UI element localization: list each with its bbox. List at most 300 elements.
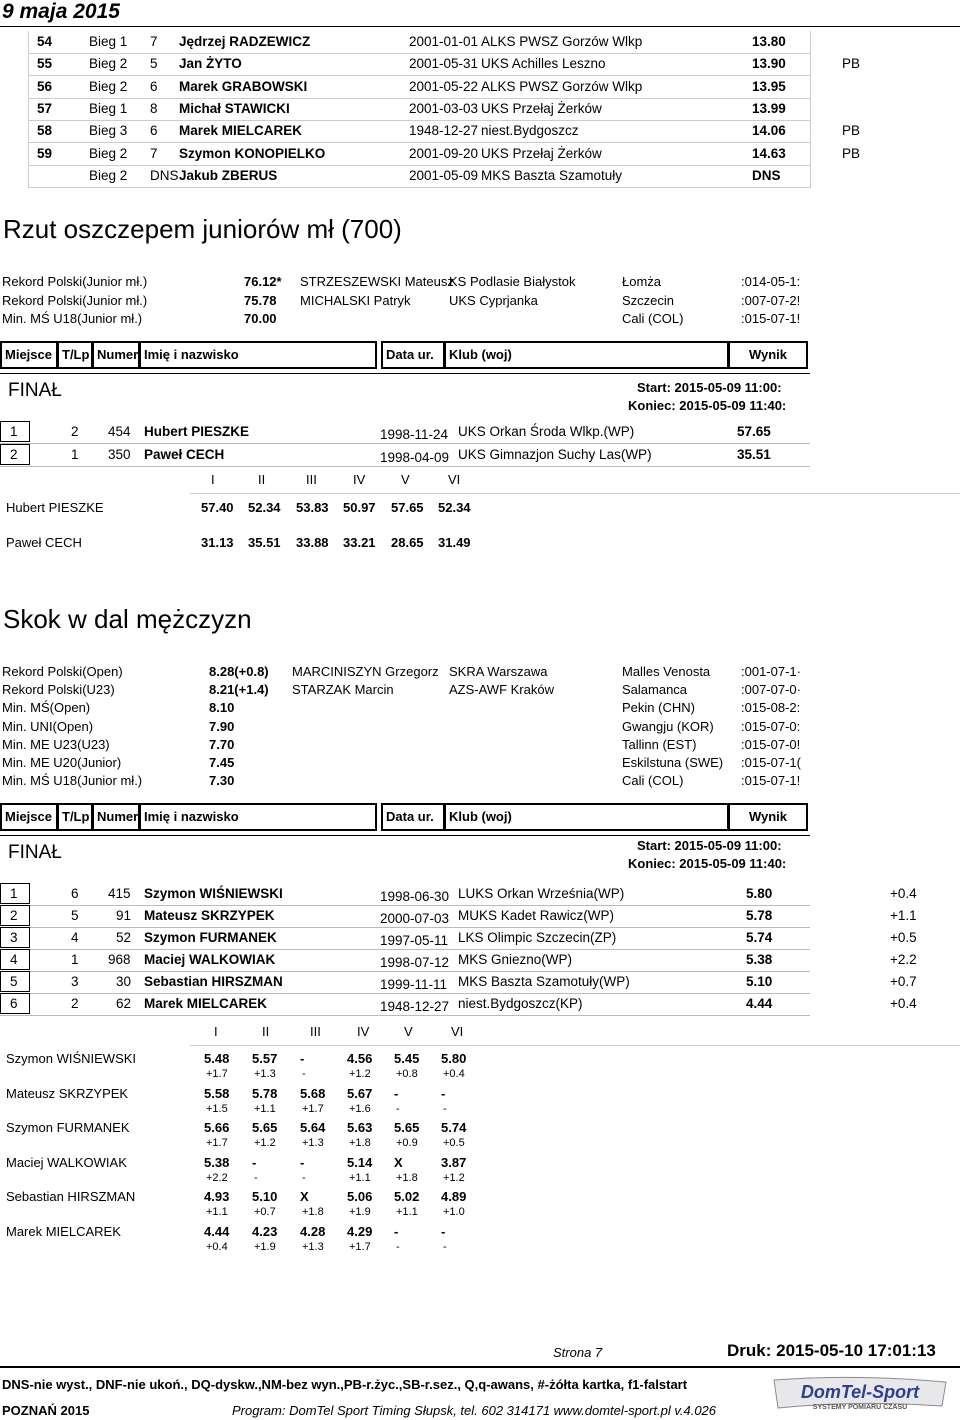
longjump-start: Start: 2015-05-09 11:00:: [637, 838, 782, 853]
cell-result: DNS: [752, 167, 781, 183]
record-row: [0, 681, 820, 699]
attempt-wind: -: [396, 1102, 400, 1115]
attempt-wind: +1.9: [349, 1206, 371, 1219]
cell-birth: 2001-05-31: [409, 56, 479, 72]
result-lp: 2: [71, 424, 79, 439]
record-place: Tallinn (EST): [622, 736, 697, 752]
attempt-value: 33.88: [296, 535, 329, 550]
record-place: Szczecin: [622, 292, 675, 308]
attempt-head: IV: [353, 472, 366, 487]
cell-run: Bieg 2: [89, 56, 128, 72]
record-value: 7.90: [209, 718, 235, 734]
record-date: :007-07-2!: [741, 292, 801, 308]
attempt-wind: +1.2: [349, 1068, 371, 1080]
cell-club: ALKS PWSZ Gorzów Wlkp: [481, 78, 643, 94]
print-timestamp: Druk: 2015-05-10 17:01:13: [727, 1341, 936, 1360]
cell-place: 59: [37, 145, 53, 161]
longjump-end: Koniec: 2015-05-09 11:40:: [628, 856, 787, 871]
result-birth: 1998-04-09: [380, 450, 450, 465]
attempt-value: 5.68: [300, 1085, 326, 1101]
cell-place: 55: [37, 56, 53, 72]
record-row: [0, 310, 820, 328]
cell-place: 54: [37, 34, 53, 49]
attempt-wind: +0.8: [396, 1068, 418, 1080]
attempt-wind: +1.1: [254, 1102, 276, 1115]
table-row: [0, 143, 960, 165]
attempt-wind: +1.7: [206, 1137, 228, 1150]
record-date: :014-05-1:: [741, 274, 801, 289]
attempt-wind: +0.4: [443, 1068, 465, 1080]
cell-place: 56: [37, 78, 53, 94]
attempt-wind: +1.7: [302, 1102, 324, 1115]
record-row: [0, 736, 820, 754]
result-value: 5.10: [746, 974, 773, 989]
attempt-value: 35.51: [248, 535, 281, 550]
header-result: Wynik: [728, 341, 808, 369]
cell-lane: 6: [150, 78, 158, 94]
footer-program: Program: DomTel Sport Timing Słupsk, tel. 602 314171 www.domtel-sport.pl v.4.026: [232, 1403, 717, 1418]
attempt-value: 5.63: [347, 1120, 373, 1136]
record-place: Gwangju (KOR): [622, 718, 714, 734]
header-name: Imię i nazwisko: [139, 803, 377, 831]
record-value: 8.21(+1.4): [209, 682, 269, 698]
attempt-wind: +1.7: [206, 1068, 228, 1080]
result-underline: [0, 1015, 810, 1016]
attempt-wind: +0.4: [206, 1241, 228, 1253]
cell-name: Marek MIELCAREK: [179, 123, 303, 139]
result-birth: 1997-05-11: [380, 933, 449, 948]
attempt-wind: +1.3: [254, 1068, 276, 1080]
result-place: 6: [10, 996, 18, 1011]
attempt-value: 28.65: [391, 535, 424, 550]
record-date: :015-07-1(: [741, 755, 801, 770]
attempt-head: II: [258, 472, 266, 487]
result-lp: 5: [71, 908, 79, 923]
result-place: 3: [10, 930, 18, 945]
javelin-start: Start: 2015-05-09 11:00:: [637, 380, 782, 395]
attempt-value: 31.49: [438, 535, 471, 550]
table-row: [0, 165, 960, 187]
attempt-head: VI: [451, 1024, 464, 1039]
result-lp: 6: [71, 886, 79, 901]
result-underline: [0, 466, 810, 467]
record-club: AZS-AWF Kraków: [449, 682, 554, 698]
cell-club: UKS Przełaj Żerków: [481, 145, 602, 161]
result-row: [0, 971, 960, 993]
record-row: [0, 718, 820, 736]
attempt-value: 4.44: [204, 1224, 230, 1239]
attempt-wind: +1.3: [302, 1137, 324, 1150]
attempt-wind: -: [443, 1241, 447, 1253]
record-label: Min. MŚ U18(Junior mł.): [2, 773, 143, 789]
result-number: 454: [108, 424, 131, 439]
cell-birth: 2001-09-20: [409, 145, 479, 161]
attempt-value: 3.87: [441, 1154, 467, 1170]
attempt-wind: +1.8: [396, 1171, 418, 1184]
cell-name: Jędrzej RADZEWICZ: [179, 34, 311, 49]
attempt-value: 5.80: [441, 1051, 467, 1066]
cell-result: 14.06: [752, 123, 786, 139]
table-row: [0, 120, 960, 142]
attempt-value: 57.65: [391, 500, 424, 515]
attempt-value: 5.48: [204, 1051, 230, 1066]
record-row: [0, 292, 820, 310]
table-left-border: [28, 31, 29, 188]
result-wind: +0.4: [890, 886, 917, 901]
attempt-wind: +1.9: [254, 1241, 276, 1253]
longjump-final-label: FINAŁ: [8, 842, 62, 863]
cell-run: Bieg 2: [89, 145, 128, 161]
attempt-value: 5.74: [441, 1120, 467, 1136]
attempt-value: 4.56: [347, 1051, 373, 1066]
attempt-wind: +0.5: [443, 1137, 465, 1150]
result-wind: +0.7: [890, 974, 917, 989]
record-club: KS Podlasie Białystok: [449, 274, 576, 289]
record-label: Min. MŚ(Open): [2, 700, 91, 716]
attempt-value: 5.67: [347, 1085, 373, 1101]
cell-note: PB: [842, 56, 861, 72]
record-date: :015-07-1!: [741, 773, 801, 789]
attempt-wind: +1.6: [349, 1102, 371, 1115]
page-date: 9 maja 2015: [2, 0, 120, 23]
attempt-value: 4.28: [300, 1224, 326, 1239]
result-place: 4: [10, 952, 18, 967]
record-value: 7.30: [209, 773, 235, 789]
result-place: 1: [10, 886, 18, 901]
result-lp: 3: [71, 974, 79, 989]
attempt-wind: +2.2: [206, 1171, 228, 1184]
cell-birth: 2001-05-09: [409, 167, 479, 183]
attempt-value: 5.66: [204, 1120, 230, 1136]
cell-name: Michał STAWICKI: [179, 100, 290, 116]
record-date: :001-07-1·: [741, 664, 801, 679]
result-lp: 4: [71, 930, 79, 945]
attempt-name: Maciej WALKOWIAK: [6, 1154, 127, 1170]
attempt-head-line: [190, 1045, 960, 1046]
result-row: [0, 421, 960, 443]
record-place: Pekin (CHN): [622, 700, 695, 716]
cell-lane: 8: [150, 100, 158, 116]
attempt-wind: +1.3: [302, 1241, 324, 1253]
result-number: 30: [116, 974, 132, 989]
attempt-wind: +1.8: [302, 1206, 324, 1219]
attempt-value: 5.10: [252, 1189, 278, 1205]
attempt-wind: -: [443, 1102, 447, 1115]
attempt-value: 5.64: [300, 1120, 326, 1136]
result-number: 350: [108, 447, 131, 462]
header-place: Miejsce: [0, 341, 58, 369]
attempt-name: Hubert PIESZKE: [6, 500, 104, 515]
attempt-value: 5.78: [252, 1085, 278, 1101]
legend-text: DNS-nie wyst., DNF-nie ukoń., DQ-dyskw.,NM-bez wyn.,PB-r.życ.,SB-r.sez., Q,q-awans, #-żółta kartka, f1-falstart: [2, 1377, 688, 1392]
cell-name: Jan ŻYTO: [179, 56, 242, 72]
cell-place: 58: [37, 123, 53, 139]
record-value: 8.28(+0.8): [209, 664, 269, 679]
attempt-value: 5.45: [394, 1051, 420, 1066]
result-value: 5.78: [746, 908, 773, 923]
record-row: [0, 663, 820, 681]
attempt-wind: +1.1: [206, 1206, 228, 1219]
logo-subtext: SYSTEMY POMIARU CZASU: [812, 1404, 908, 1411]
attempt-value: -: [441, 1224, 446, 1239]
record-club: SKRA Warszawa: [449, 664, 548, 679]
record-place: Malles Venosta: [622, 664, 711, 679]
attempt-wind: +1.7: [349, 1241, 371, 1253]
cell-note: PB: [842, 145, 861, 161]
cell-name: Szymon KONOPIELKO: [179, 145, 326, 161]
attempt-head: I: [211, 472, 215, 487]
attempt-wind: +0.7: [254, 1206, 276, 1219]
record-place: Łomża: [622, 274, 662, 289]
header-birth: Data ur.: [381, 803, 445, 831]
cell-birth: 2001-03-03: [409, 100, 479, 116]
result-wind: +0.4: [890, 996, 917, 1011]
cell-lane: 7: [150, 34, 158, 49]
header-underline: [0, 835, 810, 836]
attempt-value: 5.65: [394, 1120, 420, 1136]
record-label: Min. MŚ U18(Junior mł.): [2, 311, 143, 326]
result-place: 1: [10, 424, 18, 439]
record-value: 7.70: [209, 736, 235, 752]
table-row: [0, 98, 960, 120]
result-club: LKS Olimpic Szczecin(ZP): [458, 930, 617, 945]
attempt-head: V: [401, 472, 410, 487]
record-label: Rekord Polski(Junior mł.): [2, 292, 148, 308]
longjump-column-header: [0, 803, 820, 831]
attempt-wind: +0.9: [396, 1137, 418, 1150]
attempt-value: -: [394, 1085, 399, 1101]
result-name: Maciej WALKOWIAK: [144, 952, 276, 967]
cell-birth: 2001-05-22: [409, 78, 479, 94]
cell-club: niest.Bydgoszcz: [481, 123, 579, 139]
record-place: Eskilstuna (SWE): [622, 755, 724, 770]
result-number: 91: [116, 908, 132, 923]
attempt-value: 5.14: [347, 1154, 373, 1170]
table-row: [0, 76, 960, 98]
cell-run: Bieg 2: [89, 167, 128, 183]
record-label: Rekord Polski(U23): [2, 682, 115, 698]
attempt-head: IV: [357, 1024, 370, 1039]
cell-place: 57: [37, 100, 53, 116]
attempt-value: X: [394, 1154, 403, 1170]
cell-note: PB: [842, 123, 861, 139]
attempt-value: 31.13: [201, 535, 234, 550]
cell-lane: 6: [150, 123, 158, 139]
header-number: Numer: [92, 803, 140, 831]
attempt-wind: +1.0: [443, 1206, 465, 1219]
result-name: Paweł CECH: [144, 447, 225, 462]
cell-club: ALKS PWSZ Gorzów Wlkp: [481, 34, 643, 49]
javelin-title: Rzut oszczepem juniorów mł (700): [3, 214, 402, 244]
result-row: [0, 993, 960, 1015]
result-row: [0, 444, 960, 466]
attempt-wind: -: [302, 1068, 306, 1080]
cell-lane: 5: [150, 56, 158, 72]
result-lp: 1: [71, 447, 79, 462]
result-number: 415: [108, 886, 131, 901]
header-lp: T/Lp: [57, 341, 93, 369]
result-number: 62: [116, 996, 132, 1011]
record-label: Min. ME U20(Junior): [2, 755, 122, 770]
result-name: Szymon WIŚNIEWSKI: [144, 886, 283, 901]
domtel-logo: [772, 1376, 948, 1414]
result-birth: 1998-11-24: [380, 427, 449, 442]
attempt-value: 52.34: [438, 500, 471, 515]
cell-club: UKS Przełaj Żerków: [481, 100, 602, 116]
attempt-value: 4.29: [347, 1224, 373, 1239]
result-club: UKS Gimnazjon Suchy Las(WP): [458, 447, 652, 462]
result-birth: 1998-07-12: [380, 955, 450, 970]
attempt-value: 4.89: [441, 1189, 467, 1205]
record-place: Cali (COL): [622, 311, 684, 326]
result-lp: 2: [71, 996, 79, 1011]
record-date: :007-07-0·: [741, 682, 801, 698]
cell-lane: 7: [150, 145, 158, 161]
header-underline: [0, 373, 810, 374]
result-club: UKS Orkan Środa Wlkp.(WP): [458, 424, 635, 439]
result-place: 2: [10, 447, 18, 462]
longjump-title: Skok w dal mężczyzn: [3, 604, 252, 634]
cell-run: Bieg 1: [89, 34, 128, 49]
record-place: Cali (COL): [622, 773, 684, 789]
record-value: 7.45: [209, 755, 235, 770]
footer-city: POZNAŃ 2015: [2, 1403, 90, 1418]
record-label: Min. UNI(Open): [2, 718, 94, 734]
page-number: Strona 7: [553, 1345, 603, 1360]
attempt-value: -: [252, 1154, 257, 1170]
attempt-wind: +1.8: [349, 1137, 371, 1150]
cell-name: Marek GRABOWSKI: [179, 78, 308, 94]
attempt-head: III: [310, 1024, 321, 1039]
attempt-value: 5.57: [252, 1051, 278, 1066]
result-wind: +1.1: [890, 908, 917, 923]
result-lp: 1: [71, 952, 79, 967]
attempt-wind: +1.5: [206, 1102, 228, 1115]
javelin-end: Koniec: 2015-05-09 11:40:: [628, 398, 787, 413]
cell-run: Bieg 2: [89, 78, 128, 94]
attempt-wind: -: [396, 1241, 400, 1253]
attempt-value: 5.58: [204, 1085, 230, 1101]
header-name: Imię i nazwisko: [139, 341, 377, 369]
record-holder: MARCINISZYN Grzegorz: [292, 664, 439, 679]
attempt-value: -: [300, 1154, 305, 1170]
header-birth: Data ur.: [381, 341, 445, 369]
attempt-head-line: [190, 493, 960, 494]
result-value: 35.51: [737, 447, 771, 462]
result-place: 5: [10, 974, 18, 989]
record-row: [0, 699, 820, 717]
attempt-value: 5.65: [252, 1120, 278, 1136]
header-result: Wynik: [728, 803, 808, 831]
result-value: 57.65: [737, 424, 771, 439]
attempt-value: -: [300, 1051, 305, 1066]
footer-divider: [0, 1366, 960, 1368]
attempt-name: Marek MIELCAREK: [6, 1224, 121, 1239]
cell-result: 13.99: [752, 100, 786, 116]
attempt-wind: +1.1: [396, 1206, 418, 1219]
result-row: [0, 949, 960, 971]
record-value: 76.12*: [244, 274, 282, 289]
record-row: [0, 754, 820, 772]
cell-club: UKS Achilles Leszno: [481, 56, 606, 72]
javelin-column-header: [0, 341, 820, 369]
attempt-wind: -: [254, 1171, 258, 1184]
result-name: Szymon FURMANEK: [144, 930, 277, 945]
result-place: 2: [10, 908, 18, 923]
header-lp: T/Lp: [57, 803, 93, 831]
attempt-value: 4.93: [204, 1189, 230, 1205]
result-name: Hubert PIESZKE: [144, 424, 250, 439]
record-row: [0, 772, 820, 790]
result-name: Mateusz SKRZYPEK: [144, 908, 275, 923]
result-wind: +0.5: [890, 930, 917, 945]
result-row: [0, 883, 960, 905]
attempt-wind: +1.1: [349, 1171, 371, 1184]
result-club: LUKS Orkan Września(WP): [458, 886, 625, 901]
attempt-wind: -: [302, 1171, 306, 1184]
result-wind: +2.2: [890, 952, 917, 967]
attempt-value: X: [300, 1189, 309, 1205]
cell-lane: DNS: [150, 167, 179, 183]
result-birth: 2000-07-03: [380, 911, 450, 926]
result-name: Marek MIELCAREK: [144, 996, 268, 1011]
attempt-name: Mateusz SKRZYPEK: [6, 1085, 129, 1101]
header-number: Numer: [92, 341, 140, 369]
table-right-border: [810, 31, 811, 188]
attempt-wind: +1.2: [443, 1171, 465, 1184]
attempt-value: 33.21: [343, 535, 376, 550]
cell-name: Jakub ZBERUS: [179, 167, 278, 183]
result-club: MKS Gniezno(WP): [458, 952, 573, 967]
result-number: 52: [116, 930, 132, 945]
table-row: [0, 31, 960, 53]
result-club: niest.Bydgoszcz(KP): [458, 996, 583, 1011]
record-holder: MICHALSKI Patryk: [300, 292, 411, 308]
row-gridline: [28, 187, 810, 188]
cell-result: 13.80: [752, 34, 786, 49]
attempt-value: -: [394, 1224, 399, 1239]
attempt-wind: +1.2: [254, 1137, 276, 1150]
attempt-name: Szymon FURMANEK: [6, 1120, 130, 1136]
attempt-value: 52.34: [248, 500, 281, 515]
header-club: Klub (woj): [444, 803, 729, 831]
cell-birth: 1948-12-27: [409, 123, 479, 139]
cell-result: 13.90: [752, 56, 786, 72]
result-value: 4.44: [746, 996, 773, 1011]
header-place: Miejsce: [0, 803, 58, 831]
record-label: Rekord Polski(Junior mł.): [2, 274, 148, 289]
record-value: 75.78: [244, 292, 277, 308]
record-value: 8.10: [209, 700, 235, 716]
top-divider: [0, 26, 960, 27]
attempt-value: 4.23: [252, 1224, 278, 1239]
result-number: 968: [108, 952, 131, 967]
record-date: :015-08-2:: [741, 700, 801, 716]
cell-result: 14.63: [752, 145, 786, 161]
logo-text: DomTel-Sport: [800, 1382, 920, 1402]
attempt-head: V: [404, 1024, 413, 1039]
record-holder: STRZESZEWSKI Mateusz: [300, 274, 454, 289]
record-label: Rekord Polski(Open): [2, 664, 123, 679]
record-date: :015-07-0:: [741, 718, 801, 734]
cell-club: MKS Baszta Szamotuły: [481, 167, 623, 183]
javelin-final-label: FINAŁ: [8, 380, 62, 401]
record-place: Salamanca: [622, 682, 688, 698]
attempt-value: 5.06: [347, 1189, 373, 1205]
attempt-head: VI: [448, 472, 461, 487]
result-name: Sebastian HIRSZMAN: [144, 974, 283, 989]
result-row: [0, 905, 960, 927]
